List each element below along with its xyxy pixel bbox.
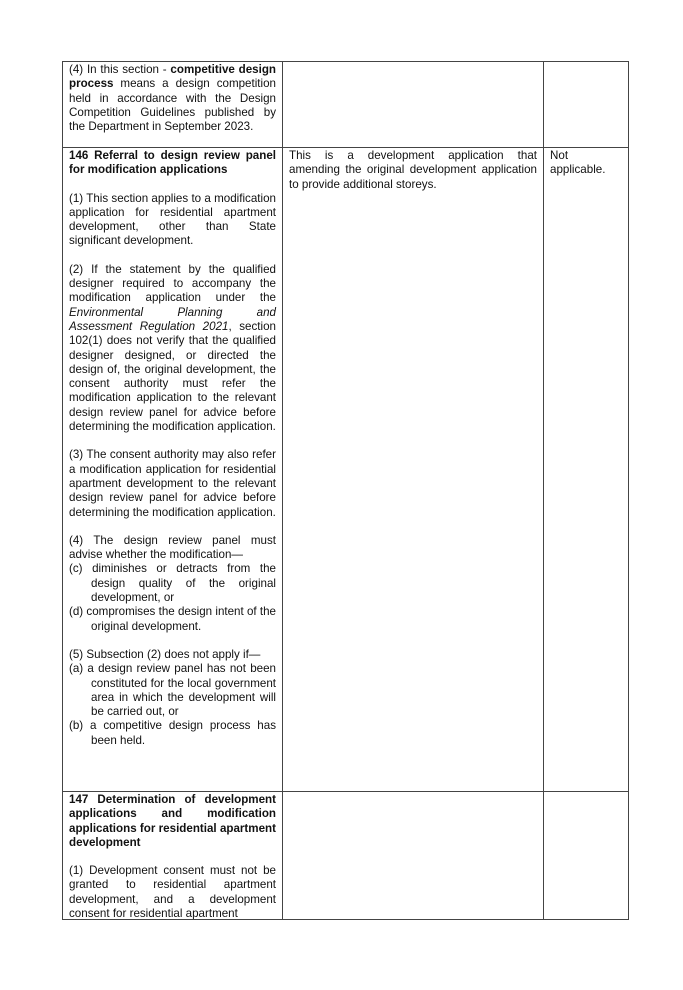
provision-cell: [63, 62, 283, 148]
provision-cell: [63, 148, 283, 792]
subsection-text: (2) If the statement by the qualified designer required to accompany the modification application under the Environmental Planning and Assessment Regulation 2021, section 102(1) does not verify that the qualified designer designed, or directed the design of, the original development, the consent authority must refer the modification application to the relevant design review panel for advice before determining the modification application.: [69, 262, 276, 434]
definition-text: (4) In this section -: [69, 63, 171, 76]
compliance-table: [62, 61, 629, 920]
table-row: [63, 62, 629, 148]
compliance-cell: Not applicable.: [544, 148, 629, 792]
cell-content: [69, 793, 276, 919]
subsection-text: (1) This section applies to a modification application for residential apartment development, other than State significant development.: [69, 191, 276, 248]
list-item: (a) a design review panel has not been constituted for the local government area in which the development will be carried out, or: [69, 662, 276, 719]
subsection-text: (5) Subsection (2) does not apply if—: [69, 647, 261, 661]
comment-cell: [283, 62, 544, 148]
comment-cell: [283, 792, 544, 920]
compliance-cell: [544, 62, 629, 148]
definition-paragraph: [69, 63, 276, 134]
section-heading: 147 Determination of development applications and modification applications for residential apartment development: [69, 793, 276, 849]
list-item: (d) compromises the design intent of the original development.: [69, 605, 276, 633]
list-item: (c) diminishes or detracts from the design quality of the original development, or: [69, 562, 276, 605]
list-item: (b) a competitive design process has been held.: [69, 719, 276, 747]
compliance-cell: [544, 792, 629, 920]
definition-text: means a design competition held in accordance with the Design Competition Guidelines published by the Department in September 2023.: [69, 77, 276, 134]
defined-term: competitive design process: [69, 63, 276, 91]
table-row: [63, 792, 629, 920]
subsection-text: (1) Development consent must not be granted to residential apartment development, and a development consent for residential apartment: [69, 864, 276, 919]
subsection-text: (3) The consent authority may also refer a modification application for residential apartment development to the relevant design review panel for advice before determining the modification application.: [69, 448, 276, 519]
subsection-text: (4) The design review panel must advise whether the modification—: [69, 533, 276, 562]
section-heading: 146 Referral to design review panel for modification applications: [69, 149, 276, 177]
comment-cell: This is a development application that amending the original development application to provide additional storeys.: [283, 148, 544, 792]
provision-cell: [63, 792, 283, 920]
table-row: [63, 148, 629, 792]
